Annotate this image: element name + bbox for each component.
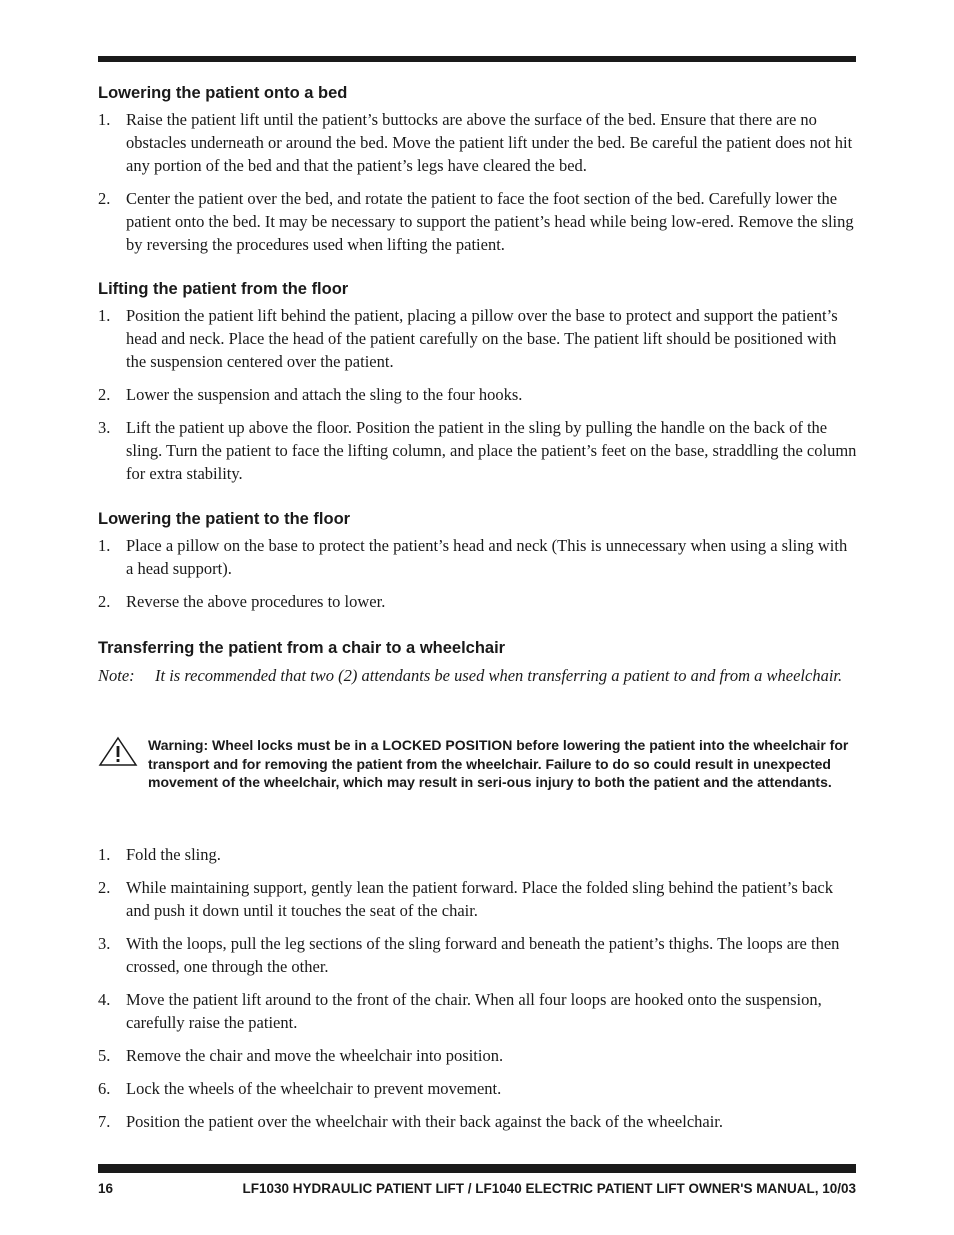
step-number: 1. xyxy=(98,110,111,129)
section-lifting-from-floor xyxy=(98,279,858,485)
steps-list xyxy=(98,108,858,256)
note-label: Note: xyxy=(98,666,135,685)
step-number: 5. xyxy=(98,1046,111,1065)
page-number: 16 xyxy=(98,1181,114,1196)
step-text: While maintaining support, gently lean the patient forward. Place the folded sling behind the patient’s back and push it down until it touches the seat of the chair. xyxy=(126,878,834,920)
warning-box xyxy=(98,736,858,792)
list-item xyxy=(98,187,858,256)
steps-list xyxy=(98,534,858,613)
step-text: Raise the patient lift until the patient’s buttocks are above the surface of the bed. Ensure that there are no obstacles underneath or around the bed. Move the patient lift under the bed. Be careful the patient does not hit any portion of the bed and that the patient’s legs have cleared the bed. xyxy=(126,110,853,175)
list-item xyxy=(98,843,858,866)
list-item xyxy=(98,876,858,922)
note xyxy=(98,664,858,687)
manual-title: LF1030 HYDRAULIC PATIENT LIFT / LF1040 ELECTRIC PATIENT LIFT OWNER'S MANUAL, 10/03 xyxy=(242,1181,856,1196)
note-text: It is recommended that two (2) attendants be used when transferring a patient to and from a wheelchair. xyxy=(155,666,843,685)
step-number: 2. xyxy=(98,385,111,404)
step-text: Center the patient over the bed, and rotate the patient to face the foot section of the bed. Carefully lower the patient onto the bed. It may be necessary to support the patient’s head while being low-ered. Remove the sling by reversing the procedures used when lifting the patient. xyxy=(126,189,854,254)
step-text: Place a pillow on the base to protect the patient’s head and neck (This is unnecessary when using a sling with a head support). xyxy=(126,536,848,578)
warning-text: Warning: Wheel locks must be in a LOCKED POSITION before lowering the patient into the wheelchair for transport and for removing the patient from the wheelchair. Failure to do so could result in unexpected movement of the wheelchair, which may result in seri-ous injury to both the patient and the attendants. xyxy=(148,737,849,790)
section-heading: Lowering the patient to the floor xyxy=(98,510,351,528)
step-number: 1. xyxy=(98,536,111,555)
step-number: 1. xyxy=(98,306,111,325)
step-text: Reverse the above procedures to lower. xyxy=(126,592,386,611)
section-heading: Transferring the patient from a chair to a wheelchair xyxy=(98,639,506,657)
step-number: 1. xyxy=(98,845,111,864)
section-heading: Lifting the patient from the floor xyxy=(98,280,349,298)
step-number: 3. xyxy=(98,418,111,437)
steps-list xyxy=(98,843,858,1133)
step-text: Lower the suspension and attach the sling to the four hooks. xyxy=(126,385,523,404)
section-lowering-to-floor xyxy=(98,509,858,613)
list-item xyxy=(98,590,858,613)
step-number: 2. xyxy=(98,878,111,897)
list-item xyxy=(98,304,858,373)
step-number: 2. xyxy=(98,592,111,611)
step-text: Lift the patient up above the floor. Position the patient in the sling by pulling the handle on the back of the sling. Turn the patient to face the lifting column, and place the patient’s feet on the base, straddling the column for extra stability. xyxy=(126,418,857,483)
step-number: 2. xyxy=(98,189,111,208)
section-lowering-onto-bed xyxy=(98,83,858,256)
list-item xyxy=(98,988,858,1034)
list-item xyxy=(98,416,858,485)
steps-list xyxy=(98,304,858,485)
step-text: Fold the sling. xyxy=(126,845,221,864)
step-text: Position the patient over the wheelchair with their back against the back of the wheelchair. xyxy=(126,1112,724,1131)
step-text: Lock the wheels of the wheelchair to prevent movement. xyxy=(126,1079,502,1098)
list-item xyxy=(98,932,858,978)
step-number: 3. xyxy=(98,934,111,953)
list-item xyxy=(98,1044,858,1067)
step-text: Move the patient lift around to the front of the chair. When all four loops are hooked onto the suspension, carefully raise the patient. xyxy=(126,990,822,1032)
step-text: Remove the chair and move the wheelchair into position. xyxy=(126,1046,504,1065)
bottom-rule xyxy=(98,1164,856,1173)
list-item xyxy=(98,383,858,406)
section-chair-to-wheelchair xyxy=(98,638,858,658)
page-footer xyxy=(98,1181,856,1201)
section-heading: Lowering the patient onto a bed xyxy=(98,84,348,102)
list-item xyxy=(98,534,858,580)
step-text: Position the patient lift behind the patient, placing a pillow over the base to protect and support the patient’s head and neck. Place the head of the patient carefully on the base. The patient lift should be positioned with the suspension centered over the patient. xyxy=(126,306,838,371)
list-item xyxy=(98,108,858,177)
step-number: 6. xyxy=(98,1079,111,1098)
step-number: 7. xyxy=(98,1112,111,1131)
transfer-steps xyxy=(98,838,858,1133)
list-item xyxy=(98,1110,858,1133)
warning-triangle-icon xyxy=(98,736,138,766)
list-item xyxy=(98,1077,858,1100)
step-text: With the loops, pull the leg sections of the sling forward and beneath the patient’s thighs. The loops are then crossed, one through the other. xyxy=(126,934,840,976)
top-rule xyxy=(98,56,856,62)
step-number: 4. xyxy=(98,990,111,1009)
